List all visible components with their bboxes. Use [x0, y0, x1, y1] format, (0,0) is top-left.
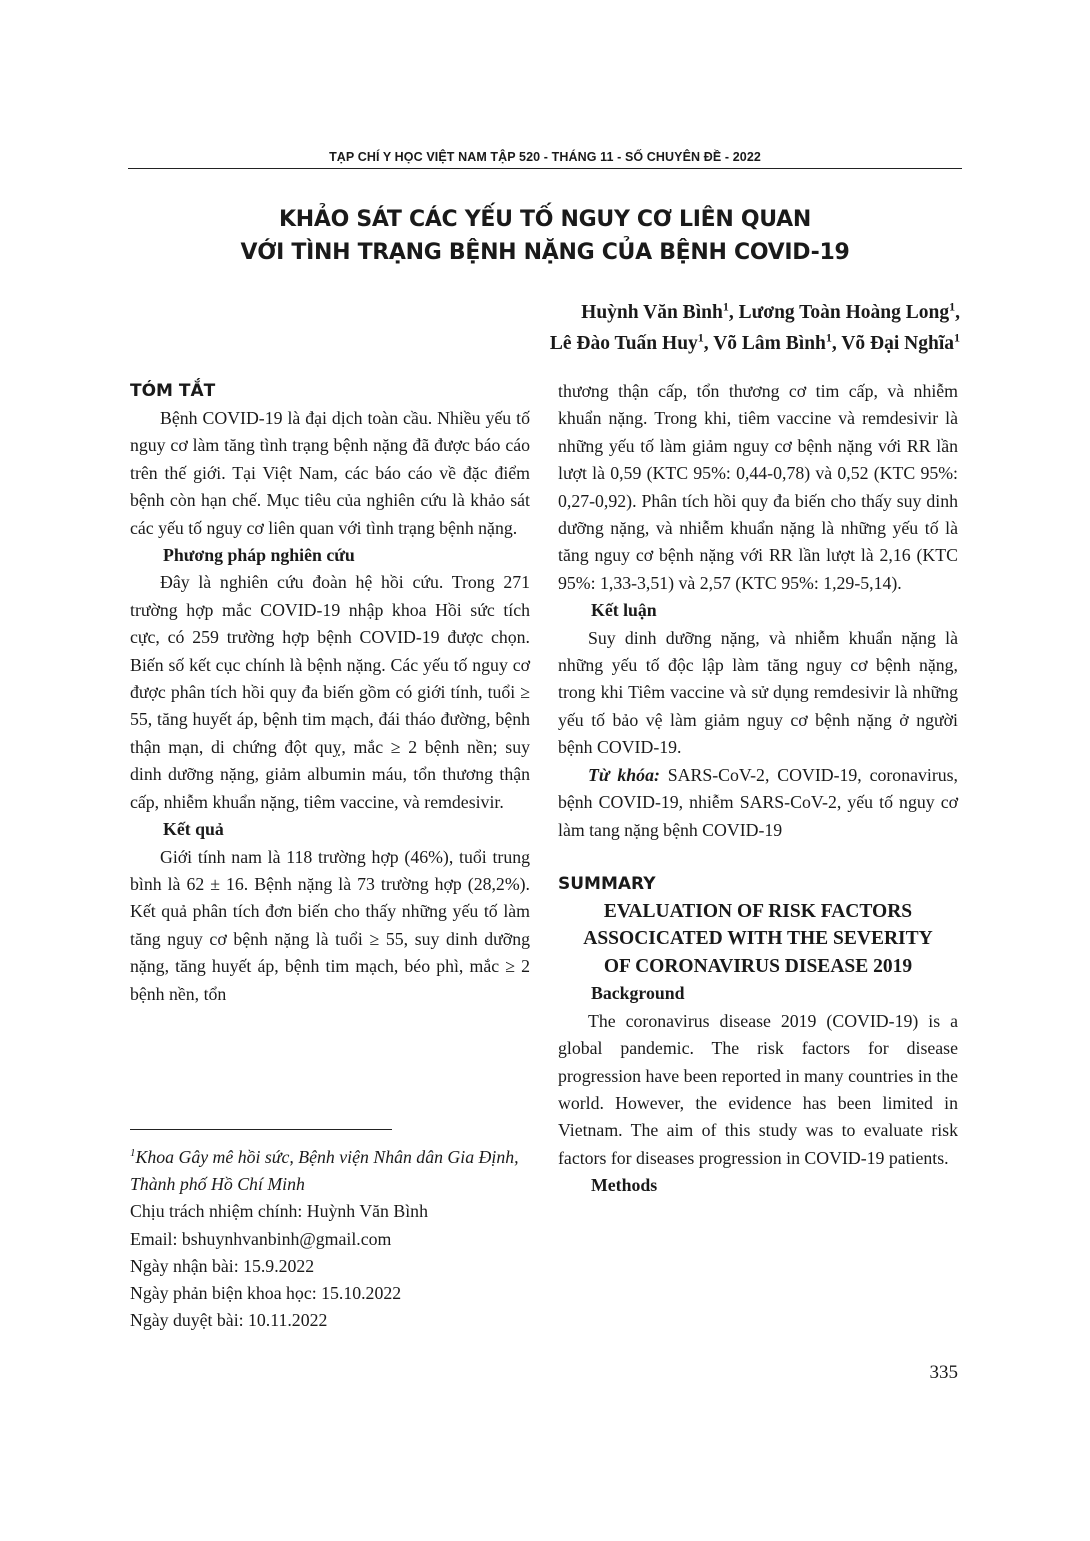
- english-title-line-2: ASSOCICATED WITH THE SEVERITY: [583, 928, 933, 950]
- left-column: [130, 378, 530, 1008]
- header-rule: [128, 168, 962, 169]
- running-header: TẠP CHÍ Y HỌC VIỆT NAM TẬP 520 - THÁNG 11 - SỐ CHUYÊN ĐỀ - 2022: [329, 150, 761, 164]
- conclusion-heading-vn: Kết luận: [591, 600, 657, 621]
- author-name: Huỳnh Văn Bình: [581, 302, 723, 323]
- keywords-text: SARS-CoV-2, COVID-19, coronavirus, bệnh COVID-19, nhiễm SARS-CoV-2, yếu tố nguy cơ làm tang nặng bệnh COVID-19: [558, 764, 958, 840]
- right-column: [558, 378, 958, 1200]
- title-line-1: KHẢO SÁT CÁC YẾU TỐ NGUY CƠ LIÊN QUAN: [279, 207, 811, 232]
- email: Email: bshuynhvanbinh@gmail.com: [130, 1228, 392, 1249]
- english-title-line-3: OF CORONAVIRUS DISEASE 2019: [603, 955, 913, 977]
- page-number: 335: [929, 1362, 958, 1383]
- affiliation-text: Khoa Gây mê hồi sức, Bệnh viện Nhân dân Gia Định, Thành phố Hồ Chí Minh: [130, 1147, 519, 1195]
- article-title: [128, 203, 962, 269]
- abstract-intro: Bệnh COVID-19 là đại dịch toàn cầu. Nhiều yếu tố nguy cơ làm tăng tình trạng bệnh nặng đã được báo cáo trên thế giới. Tại Việt Nam, các báo cáo về đặc điểm bệnh còn hạn chế. Mục tiêu của nghiên cứu là khảo sát các yếu tố nguy cơ liên quan với tình trạng bệnh nặng.: [130, 408, 530, 538]
- responsible-author: Chịu trách nhiệm chính: Huỳnh Văn Bình: [130, 1201, 428, 1222]
- abstract-heading-vn: TÓM TẮT: [130, 381, 216, 401]
- methods-heading-en: Methods: [591, 1175, 658, 1196]
- background-heading: Background: [591, 983, 685, 1004]
- methods-heading-vn: Phương pháp nghiên cứu: [163, 545, 355, 566]
- date-reviewed: Ngày phản biện khoa học: 15.10.2022: [130, 1283, 402, 1304]
- author-affiliation-mark: 1: [722, 299, 729, 314]
- date-received: Ngày nhận bài: 15.9.2022: [130, 1255, 315, 1276]
- affiliation-mark: 1: [130, 1147, 136, 1160]
- conclusion-text-vn: Suy dinh dưỡng nặng, và nhiễm khuẩn nặng là những yếu tố độc lập làm tăng nguy cơ bệnh nặng, trong khi Tiêm vaccine và sử dụng remdesivir là những yếu tố bảo vệ làm giảm nguy cơ bệnh nặng ở người bệnh COVID-19.: [558, 627, 958, 758]
- english-title-line-1: EVALUATION OF RISK FACTORS: [603, 900, 913, 922]
- author-list: [260, 297, 960, 359]
- results-heading-vn: Kết quả: [163, 819, 224, 840]
- author-name: Lương Toàn Hoàng Long: [738, 302, 950, 323]
- date-accepted: Ngày duyệt bài: 10.11.2022: [130, 1310, 328, 1331]
- author-name: Võ Lâm Bình: [713, 333, 826, 354]
- author-affiliation-mark: 1: [697, 330, 704, 345]
- author-affiliation-mark: 1: [825, 330, 832, 345]
- author-name: Võ Đại Nghĩa: [841, 333, 954, 354]
- footnotes: [130, 1144, 535, 1334]
- methods-text-vn: Đây là nghiên cứu đoàn hệ hồi cứu. Trong 271 trường hợp mắc COVID-19 nhập khoa Hồi sức tích cực, có 259 trường hợp bệnh COVID-19 được chọn. Biến số kết cục chính là bệnh nặng. Các yếu tố nguy cơ được phân tích hồi quy đa biến gồm có giới tính, tuổi ≥ 55, tăng huyết áp, bệnh tim mạch, đái tháo đường, bệnh thận mạn, di chứng đột quỵ, mắc ≥ 2 bệnh nền; suy dinh dưỡng nặng, giảm albumin máu, tổn thương thận cấp, nhiễm khuẩn nặng, tiêm vaccine, và remdesivir.: [130, 572, 530, 812]
- author-line-1: Huỳnh Văn Bình$^1$, Lương Toàn Hoàng Long$^1$,: [581, 299, 960, 323]
- results-text-vn-part2: thương thận cấp, tổn thương cơ tim cấp, và nhiễm khuẩn nặng. Trong khi, tiêm vaccine và remdesivir là những yếu tố làm giảm nguy cơ bệnh nặng với RR lần lượt là 0,59 (KTC 95%: 0,44-0,78) và 0,52 (KTC 95%: 0,27-0,92). Phân tích hồi quy đa biến cho thấy suy dinh dưỡng nặng, và nhiễm khuẩn nặng là những yếu tố là tăng nguy cơ bệnh nặng với RR lần lượt là 2,16 (KTC 95%: 1,33-3,51) và 2,57 (KTC 95%: 1,29-5,14).: [558, 381, 958, 593]
- title-line-2: VỚI TÌNH TRẠNG BỆNH NẶNG CỦA BỆNH COVID-19: [240, 240, 850, 265]
- footnote-rule: [130, 1129, 392, 1130]
- keywords: [558, 762, 958, 844]
- results-text-vn-part1: Giới tính nam là 118 trường hợp (46%), tuổi trung bình là 62 ± 16. Bệnh nặng là 73 trường hợp (28,2%). Kết quả phân tích đơn biến cho thấy những yếu tố làm tăng nguy cơ bệnh nặng là tuổi ≥ 55, suy dinh dưỡng nặng, tăng huyết áp, bệnh tim mạch, béo phì, mắc ≥ 2 bệnh nền, tổn: [130, 846, 530, 1004]
- keywords-label: Từ khóa:: [588, 764, 660, 785]
- author-affiliation-mark: 1: [949, 299, 956, 314]
- author-name: Lê Đào Tuấn Huy: [549, 333, 698, 354]
- author-line-2: Lê Đào Tuấn Huy$^1$, Võ Lâm Bình$^1$, Võ Đại Nghĩa$^1$: [549, 330, 960, 354]
- author-affiliation-mark: 1: [954, 330, 960, 345]
- summary-heading: SUMMARY: [558, 873, 656, 894]
- background-text: The coronavirus disease 2019 (COVID-19) is a global pandemic. The risk factors for disease progression have been reported in many countries in the world. However, the evidence has been limited in Vietnam. The aim of this study was to evaluate risk factors for diseases progression in COVID-19 patients.: [558, 1010, 958, 1168]
- affiliation-footnote: [130, 1144, 535, 1198]
